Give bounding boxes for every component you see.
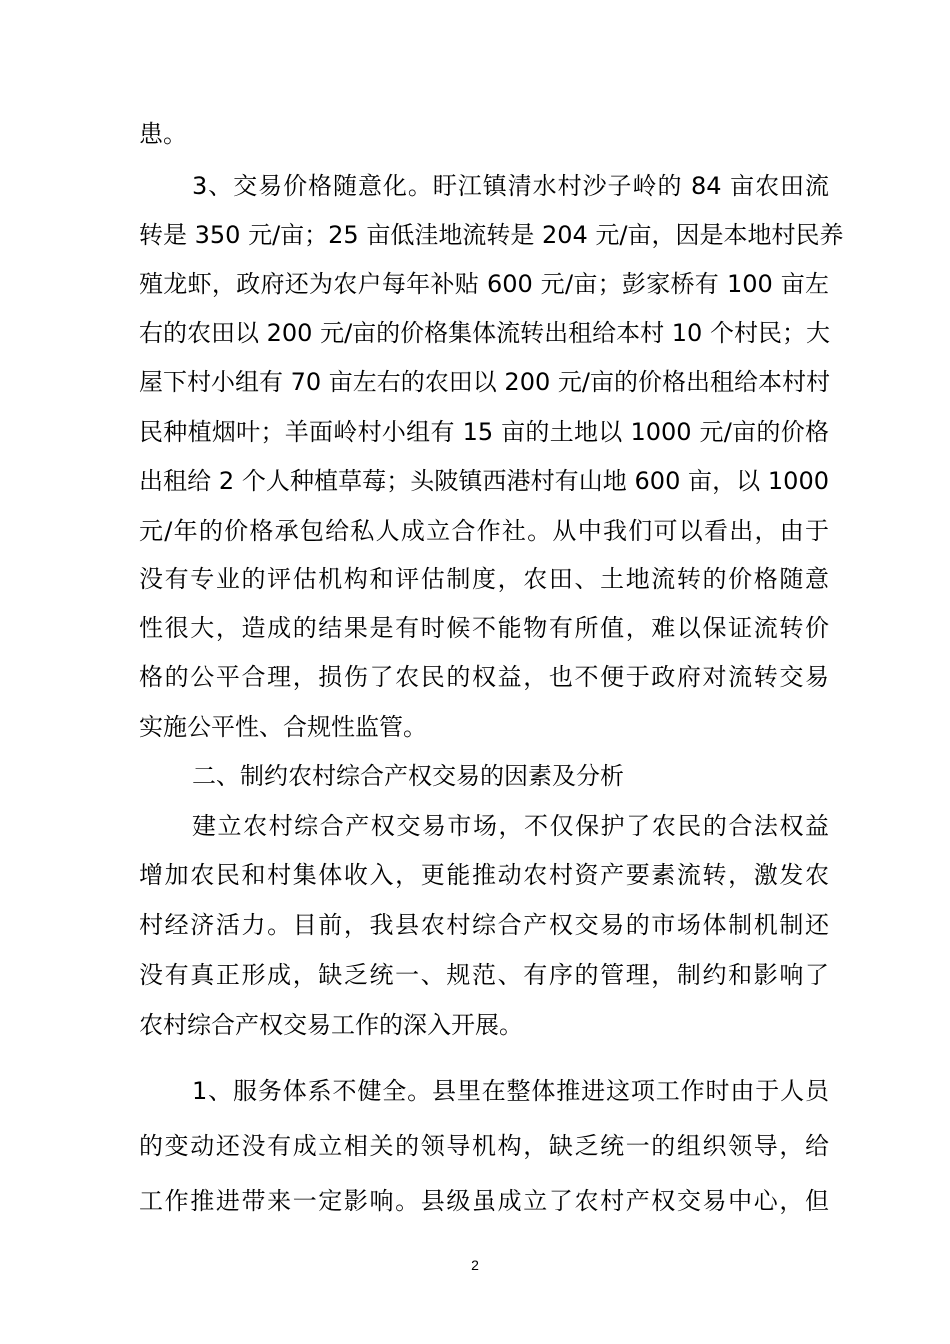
- text-line: 没有专业的评估机构和评估制度，农田、土地流转的价格随意: [139, 565, 829, 593]
- text-line: 转是 350 元/亩；25 亩低洼地流转是 204 元/亩，因是本地村民养: [139, 221, 844, 249]
- text-line: 村经济活力。目前，我县农村综合产权交易的市场体制机制还: [139, 911, 829, 939]
- text-line: 没有真正形成，缺乏统一、规范、有序的管理，制约和影响了: [139, 961, 829, 989]
- paragraph-heading-line: 3、交易价格随意化。盱江镇清水村沙子岭的 84 亩农田流: [192, 172, 829, 200]
- text-line: 的变动还没有成立相关的领导机构，缺乏统一的组织领导，给: [139, 1132, 829, 1160]
- text-line: 屋下村小组有 70 亩左右的农田以 200 元/亩的价格出租给本村村: [139, 368, 830, 396]
- page-number: 2: [471, 1257, 479, 1273]
- text-line: 出租给 2 个人种植草莓；头陂镇西港村有山地 600 亩，以 1000: [139, 467, 829, 495]
- text-line: 农村综合产权交易工作的深入开展。: [139, 1011, 523, 1039]
- text-line: 工作推进带来一定影响。县级虽成立了农村产权交易中心，但: [139, 1187, 829, 1215]
- section-heading: 二、制约农村综合产权交易的因素及分析: [192, 762, 624, 790]
- text-line: 性很大，造成的结果是有时候不能物有所值，难以保证流转价: [139, 614, 829, 642]
- text-line: 右的农田以 200 元/亩的价格集体流转出租给本村 10 个村民；大: [139, 319, 830, 347]
- text-line: 格的公平合理，损伤了农民的权益，也不便于政府对流转交易: [139, 663, 829, 691]
- text-line: 增加农民和村集体收入，更能推动农村资产要素流转，激发农: [139, 861, 829, 889]
- text-line: 元/年的价格承包给私人成立合作社。从中我们可以看出，由于: [139, 517, 829, 545]
- text-line: 民种植烟叶；羊面岭村小组有 15 亩的土地以 1000 元/亩的价格: [139, 418, 829, 446]
- text-line: 实施公平性、合规性监管。: [139, 713, 427, 741]
- text-line: 患。: [139, 120, 187, 148]
- paragraph-heading-line: 1、服务体系不健全。县里在整体推进这项工作时由于人员: [192, 1077, 829, 1105]
- paragraph-first-line: 建立农村综合产权交易市场，不仅保护了农民的合法权益: [192, 812, 829, 840]
- text-line: 殖龙虾，政府还为农户每年补贴 600 元/亩；彭家桥有 100 亩左: [139, 270, 829, 298]
